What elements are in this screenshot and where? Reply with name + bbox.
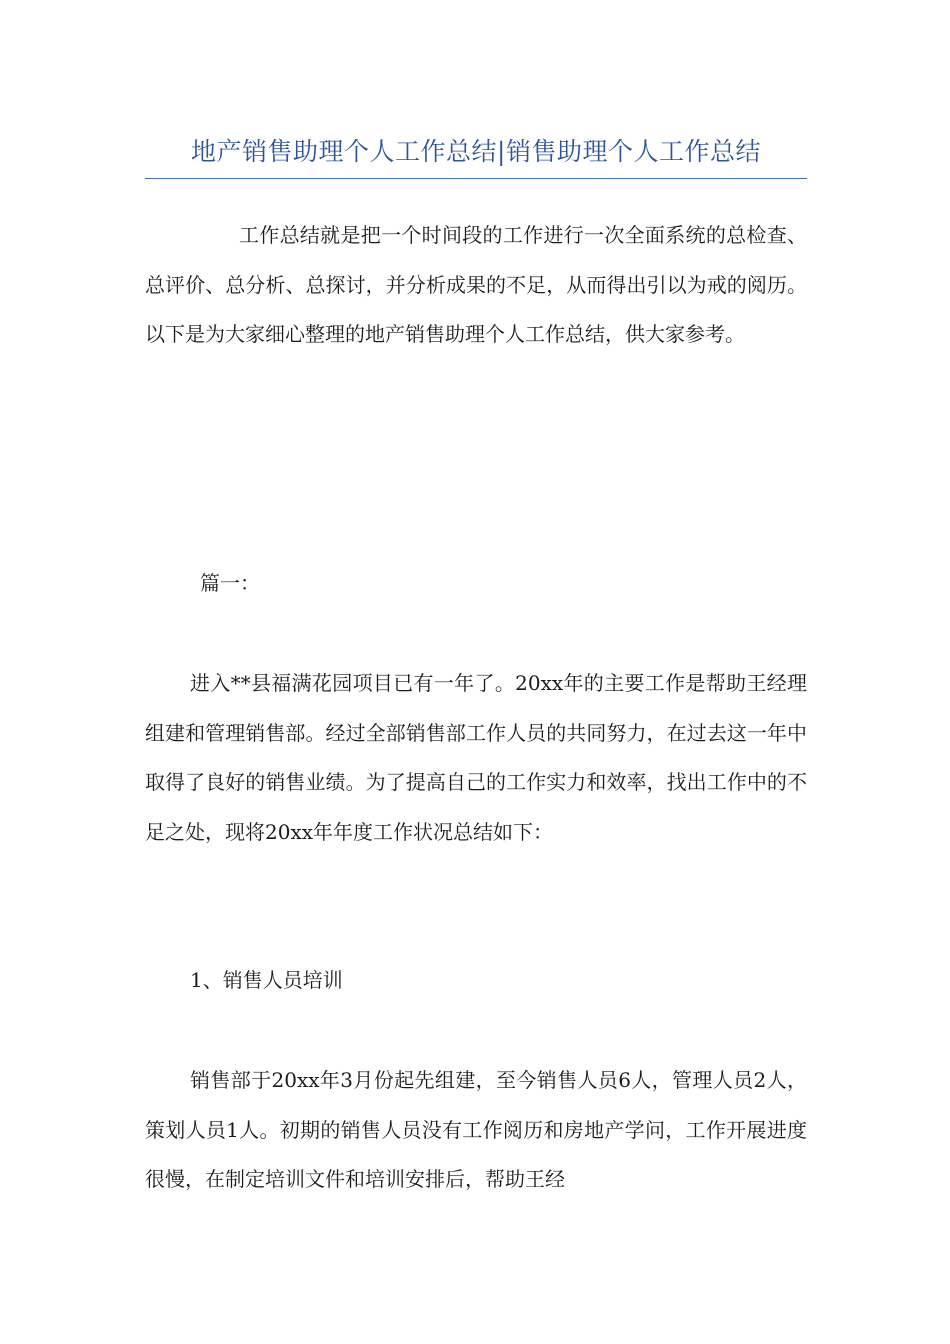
document-title: 地产销售助理个人工作总结|销售助理个人工作总结 xyxy=(145,132,807,179)
section-label: 篇一： xyxy=(200,571,260,595)
intro-paragraph: 工作总结就是把一个时间段的工作进行一次全面系统的总检查、总评价、总分析、总探讨，并分析成果的不足，从而得出引以为戒的阅历。以下是为大家细心整理的地产销售助理个人工作总结，供大家参考。 xyxy=(145,223,807,346)
body-paragraph-2: 销售部于20xx年3月份起先组建，至今销售人员6人，管理人员2人，策划人员1人。初期的销售人员没有工作阅历和房地产学问，工作开展进度很慢，在制定培训文件和培训安排后，帮助王经 xyxy=(145,1068,807,1191)
body-paragraph-1: 进入**县福满花园项目已有一年了。20xx年的主要工作是帮助王经理组建和管理销售部。经过全部销售部工作人员的共同努力，在过去这一年中取得了良好的销售业绩。为了提高自己的工作实力和效率，找出工作中的不足之处，现将20xx年年度工作状况总结如下： xyxy=(145,671,807,844)
section-heading-1: 1、销售人员培训 xyxy=(190,968,343,992)
